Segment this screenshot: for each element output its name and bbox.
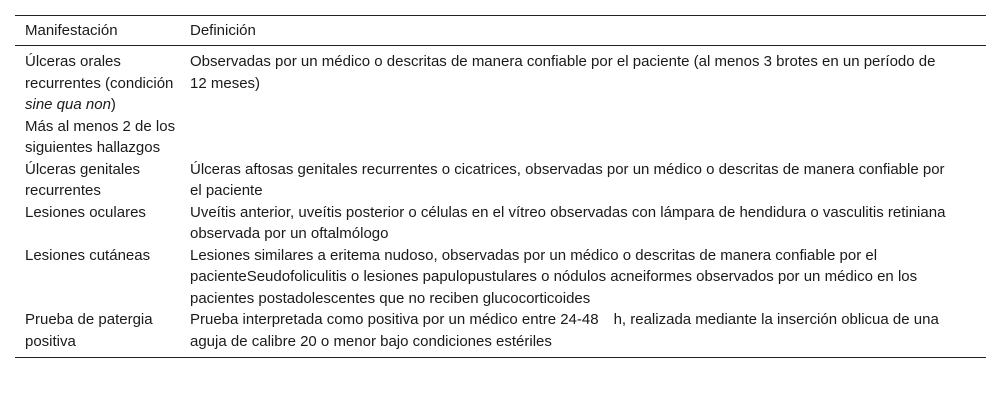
definition-cell: Observadas por un médico o descritas de manera confiable por el paciente (al menos 3 brotes en un período de 12 meses) — [190, 53, 936, 92]
manifestation-text: Úlceras orales recurrentes (condición — [25, 53, 174, 92]
definition-cell: Prueba interpretada como positiva por un médico entre 24-48 h, realizada mediante la inserción oblicua de una aguja de calibre 20 o menor bajo condiciones estériles — [190, 311, 939, 350]
header-manifestation: Manifestación — [25, 22, 118, 39]
manifestation-cell: Lesiones oculares — [25, 203, 146, 221]
manifestation-italic: sine qua non — [25, 96, 111, 113]
table-row — [15, 51, 986, 159]
manifestation-extra: Más al menos 2 de los siguientes hallazgos — [25, 117, 176, 156]
table-header — [15, 16, 986, 45]
header-definition: Definición — [190, 22, 256, 39]
manifestation-cell: Úlceras genitales recurrentes — [25, 160, 141, 199]
criteria-table — [15, 15, 986, 358]
manifestation-cell — [15, 51, 180, 159]
manifestation-text-end: ) — [110, 96, 116, 113]
manifestation-cell: Lesiones cutáneas — [25, 246, 151, 264]
definition-cell: Úlceras aftosas genitales recurrentes o cicatrices, observadas por un médico o descritas de manera confiable por el paciente — [190, 160, 945, 199]
table-row — [15, 202, 986, 245]
definition-cell: Lesiones similares a eritema nudoso, observadas por un médico o descritas de manera confiable por el pacienteSeudofoliculitis o lesiones papulopustulares o nódulos acneiformes observados por un médico en los pacientes postadolescentes que no reciben glucocorticoides — [190, 246, 918, 307]
bottom-rule — [15, 357, 986, 358]
definition-cell: Uveítis anterior, uveítis posterior o células en el vítreo observadas con lámpara de hendidura o vasculitis retiniana observada por un oftalmólogo — [190, 203, 946, 242]
table-row — [15, 309, 986, 352]
table-row — [15, 159, 986, 202]
table-row — [15, 245, 986, 310]
manifestation-cell: Prueba de patergia positiva — [25, 311, 153, 350]
